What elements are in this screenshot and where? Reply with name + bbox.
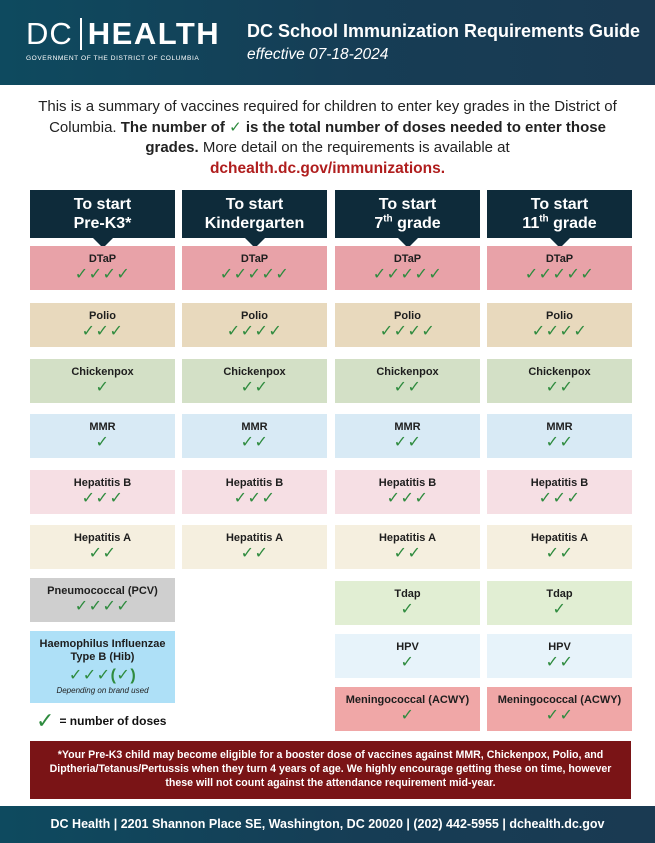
- dose-checks: ✓✓: [393, 379, 422, 396]
- vaccine-dtap: [182, 246, 327, 290]
- vaccine-name: Hepatitis B: [73, 477, 132, 489]
- header-line2: [335, 214, 480, 233]
- vaccine-dtap: [335, 246, 480, 290]
- vaccine-name: DTaP: [545, 253, 574, 265]
- header-line1: To start: [530, 196, 589, 213]
- header-line2: Pre-K3*: [73, 215, 132, 232]
- effective-date: effective 07-18-2024: [247, 46, 389, 63]
- vaccine-name: DTaP: [240, 253, 269, 265]
- column-pre-k3: [30, 190, 175, 695]
- dose-checks: ✓✓: [545, 707, 574, 724]
- vaccine-name: Chickenpox: [71, 366, 134, 378]
- vaccine-name: DTaP: [393, 253, 422, 265]
- column-header-11th-grade: [487, 190, 632, 238]
- vaccine-polio: [30, 303, 175, 347]
- dose-checks: ✓✓: [393, 434, 422, 451]
- dose-checks: ✓✓: [545, 434, 574, 451]
- vaccine-name: Chickenpox: [376, 366, 439, 378]
- vaccine-hepatitis-a: [335, 525, 480, 569]
- dose-checks: ✓✓✓✓: [74, 266, 131, 283]
- vaccine-name: Tdap: [546, 588, 573, 600]
- booster-footnote: *Your Pre-K3 child may become eligible for a booster dose of vaccines against MMR, Chickenpox, Polio, and Diptheria/Tetanus/Pertussis when they turn 4 years of age. We highly encourage getting these on time, however these will not count against the attendance requirement mid-year.: [30, 741, 631, 799]
- vaccine-hepatitis-b: [182, 470, 327, 514]
- legend-label: = number of doses: [59, 714, 167, 728]
- dose-checks: ✓✓: [240, 545, 269, 562]
- logo-subtitle: GOVERNMENT OF THE DISTRICT OF COLUMBIA: [26, 55, 200, 62]
- dc-health-logo: [26, 18, 220, 62]
- vaccine-name: Polio: [546, 310, 573, 322]
- vaccine-chickenpox: [182, 359, 327, 403]
- vaccine-hpv: [335, 634, 480, 678]
- vaccine-meningococcal: [487, 687, 632, 731]
- vaccine-dtap: [487, 246, 632, 290]
- grade-word: grade: [548, 215, 597, 232]
- vaccine-name: Hepatitis A: [225, 532, 284, 544]
- vaccine-name: Polio: [241, 310, 268, 322]
- vaccine-name: Hepatitis A: [73, 532, 132, 544]
- vaccine-name: MMR: [546, 421, 573, 433]
- dose-checks: ✓✓✓: [386, 490, 429, 507]
- vaccine-name: Meningococcal (ACWY): [345, 694, 470, 706]
- intro-line1: This is a summary of vaccines required for children to enter key grades in the District of Columbia.: [38, 98, 617, 136]
- vaccine-name: Pneumococcal (PCV): [47, 585, 158, 597]
- vaccine-pneumococcal: [30, 578, 175, 622]
- dose-checks: ✓: [400, 601, 415, 618]
- grade-suffix: th: [383, 213, 393, 225]
- vaccine-tdap: [487, 581, 632, 625]
- dose-checks: ✓✓✓✓✓: [524, 266, 595, 283]
- header-line2: Kindergarten: [204, 215, 305, 232]
- intro-line3: More detail on the requirements is available at: [202, 139, 510, 156]
- vaccine-polio: [182, 303, 327, 347]
- grade-number: 7: [374, 215, 384, 232]
- vaccine-name: Hepatitis B: [378, 477, 437, 489]
- grade-number: 11: [522, 215, 540, 232]
- vaccine-hepatitis-b: [487, 470, 632, 514]
- header-line1: To start: [378, 196, 437, 213]
- vaccine-name: Hepatitis B: [225, 477, 284, 489]
- dose-checks: ✓✓✓✓: [531, 323, 588, 340]
- dose-checks: ✓✓✓: [538, 490, 581, 507]
- immunizations-link[interactable]: dchealth.dc.gov/immunizations.: [209, 159, 446, 177]
- vaccine-name: Chickenpox: [223, 366, 286, 378]
- column-header-7th-grade: [335, 190, 480, 238]
- dose-checks: ✓: [400, 654, 415, 671]
- dose-checks: ✓✓✓: [81, 490, 124, 507]
- vaccine-polio: [487, 303, 632, 347]
- vaccine-tdap: [335, 581, 480, 625]
- vaccine-hepatitis-a: [30, 525, 175, 569]
- vaccine-name: Tdap: [394, 588, 421, 600]
- vaccine-name: Haemophilus Influenzae: [39, 638, 166, 650]
- grade-word: grade: [392, 215, 441, 232]
- grade-suffix: th: [539, 213, 549, 225]
- column-kindergarten: [182, 190, 327, 562]
- logo-divider: [80, 18, 82, 50]
- dose-checks: ✓✓: [88, 545, 117, 562]
- vaccine-mmr: [335, 414, 480, 458]
- column-11th-grade: [487, 190, 632, 724]
- vaccine-hepatitis-b: [335, 470, 480, 514]
- vaccine-name: MMR: [89, 421, 116, 433]
- vaccine-name: Polio: [394, 310, 421, 322]
- vaccine-name: DTaP: [88, 253, 117, 265]
- vaccine-chickenpox: [30, 359, 175, 403]
- column-7th-grade: [335, 190, 480, 724]
- dose-checks: ✓✓✓: [233, 490, 276, 507]
- vaccine-polio: [335, 303, 480, 347]
- contact-footer: DC Health | 2201 Shannon Place SE, Washington, DC 20020 | (202) 442-5955 | dchealth.dc.gov: [0, 806, 655, 843]
- dose-checks: ✓: [95, 434, 110, 451]
- vaccine-name: HPV: [396, 641, 419, 653]
- vaccine-hepatitis-b: [30, 470, 175, 514]
- vaccine-hepatitis-a: [182, 525, 327, 569]
- vaccine-mmr: [30, 414, 175, 458]
- dose-checks: ✓✓✓(✓): [68, 667, 137, 684]
- intro-paragraph: [30, 97, 625, 179]
- legend: [36, 710, 166, 732]
- vaccine-name: HPV: [548, 641, 571, 653]
- vaccine-hepatitis-a: [487, 525, 632, 569]
- page-title: DC School Immunization Requirements Guide: [247, 21, 641, 41]
- vaccine-chickenpox: [487, 359, 632, 403]
- dose-checks: ✓✓✓✓✓: [372, 266, 443, 283]
- dose-checks: ✓✓: [393, 545, 422, 562]
- check-icon: ✓: [229, 118, 242, 136]
- header-line1: To start: [225, 196, 284, 213]
- dose-checks: ✓✓: [545, 379, 574, 396]
- vaccine-hib: [30, 631, 175, 703]
- vaccine-name: Chickenpox: [528, 366, 591, 378]
- header-banner: [0, 0, 655, 85]
- vaccine-name: Hepatitis A: [530, 532, 589, 544]
- vaccine-chickenpox: [335, 359, 480, 403]
- dose-checks: ✓: [552, 601, 567, 618]
- header-line1: To start: [73, 196, 132, 213]
- column-header-kindergarten: [182, 190, 327, 238]
- dose-checks: ✓✓✓✓: [379, 323, 436, 340]
- check-icon: ✓: [36, 708, 55, 733]
- dose-checks: ✓✓: [545, 545, 574, 562]
- vaccine-name: MMR: [394, 421, 421, 433]
- dose-checks: ✓: [400, 707, 415, 724]
- vaccine-name: Polio: [89, 310, 116, 322]
- dose-checks: ✓✓✓✓: [74, 598, 131, 615]
- vaccine-name: Meningococcal (ACWY): [497, 694, 622, 706]
- vaccine-hpv: [487, 634, 632, 678]
- dose-checks: ✓✓✓: [81, 323, 124, 340]
- intro-bold-a: The number of: [120, 118, 225, 136]
- vaccine-meningococcal: [335, 687, 480, 731]
- vaccine-name: MMR: [241, 421, 268, 433]
- vaccine-dtap: [30, 246, 175, 290]
- dose-checks: ✓✓✓✓✓: [219, 266, 290, 283]
- vaccine-name: Hepatitis B: [530, 477, 589, 489]
- dose-checks: ✓✓: [240, 434, 269, 451]
- vaccine-mmr: [487, 414, 632, 458]
- dose-checks: ✓: [95, 379, 110, 396]
- header-line2: [487, 214, 632, 233]
- vaccine-name-line2: Type B (Hib): [70, 651, 135, 663]
- brand-note: Depending on brand used: [56, 686, 149, 695]
- logo-dc-text: DC: [26, 16, 73, 51]
- column-header-pre-k3: [30, 190, 175, 238]
- dose-checks: ✓✓: [240, 379, 269, 396]
- vaccine-name: Hepatitis A: [378, 532, 437, 544]
- dose-checks: ✓✓: [545, 654, 574, 671]
- logo-health-text: HEALTH: [87, 16, 221, 51]
- vaccine-mmr: [182, 414, 327, 458]
- dose-checks: ✓✓✓✓: [226, 323, 283, 340]
- intro-bold-b: is the total number of doses needed to enter those grades.: [145, 118, 606, 156]
